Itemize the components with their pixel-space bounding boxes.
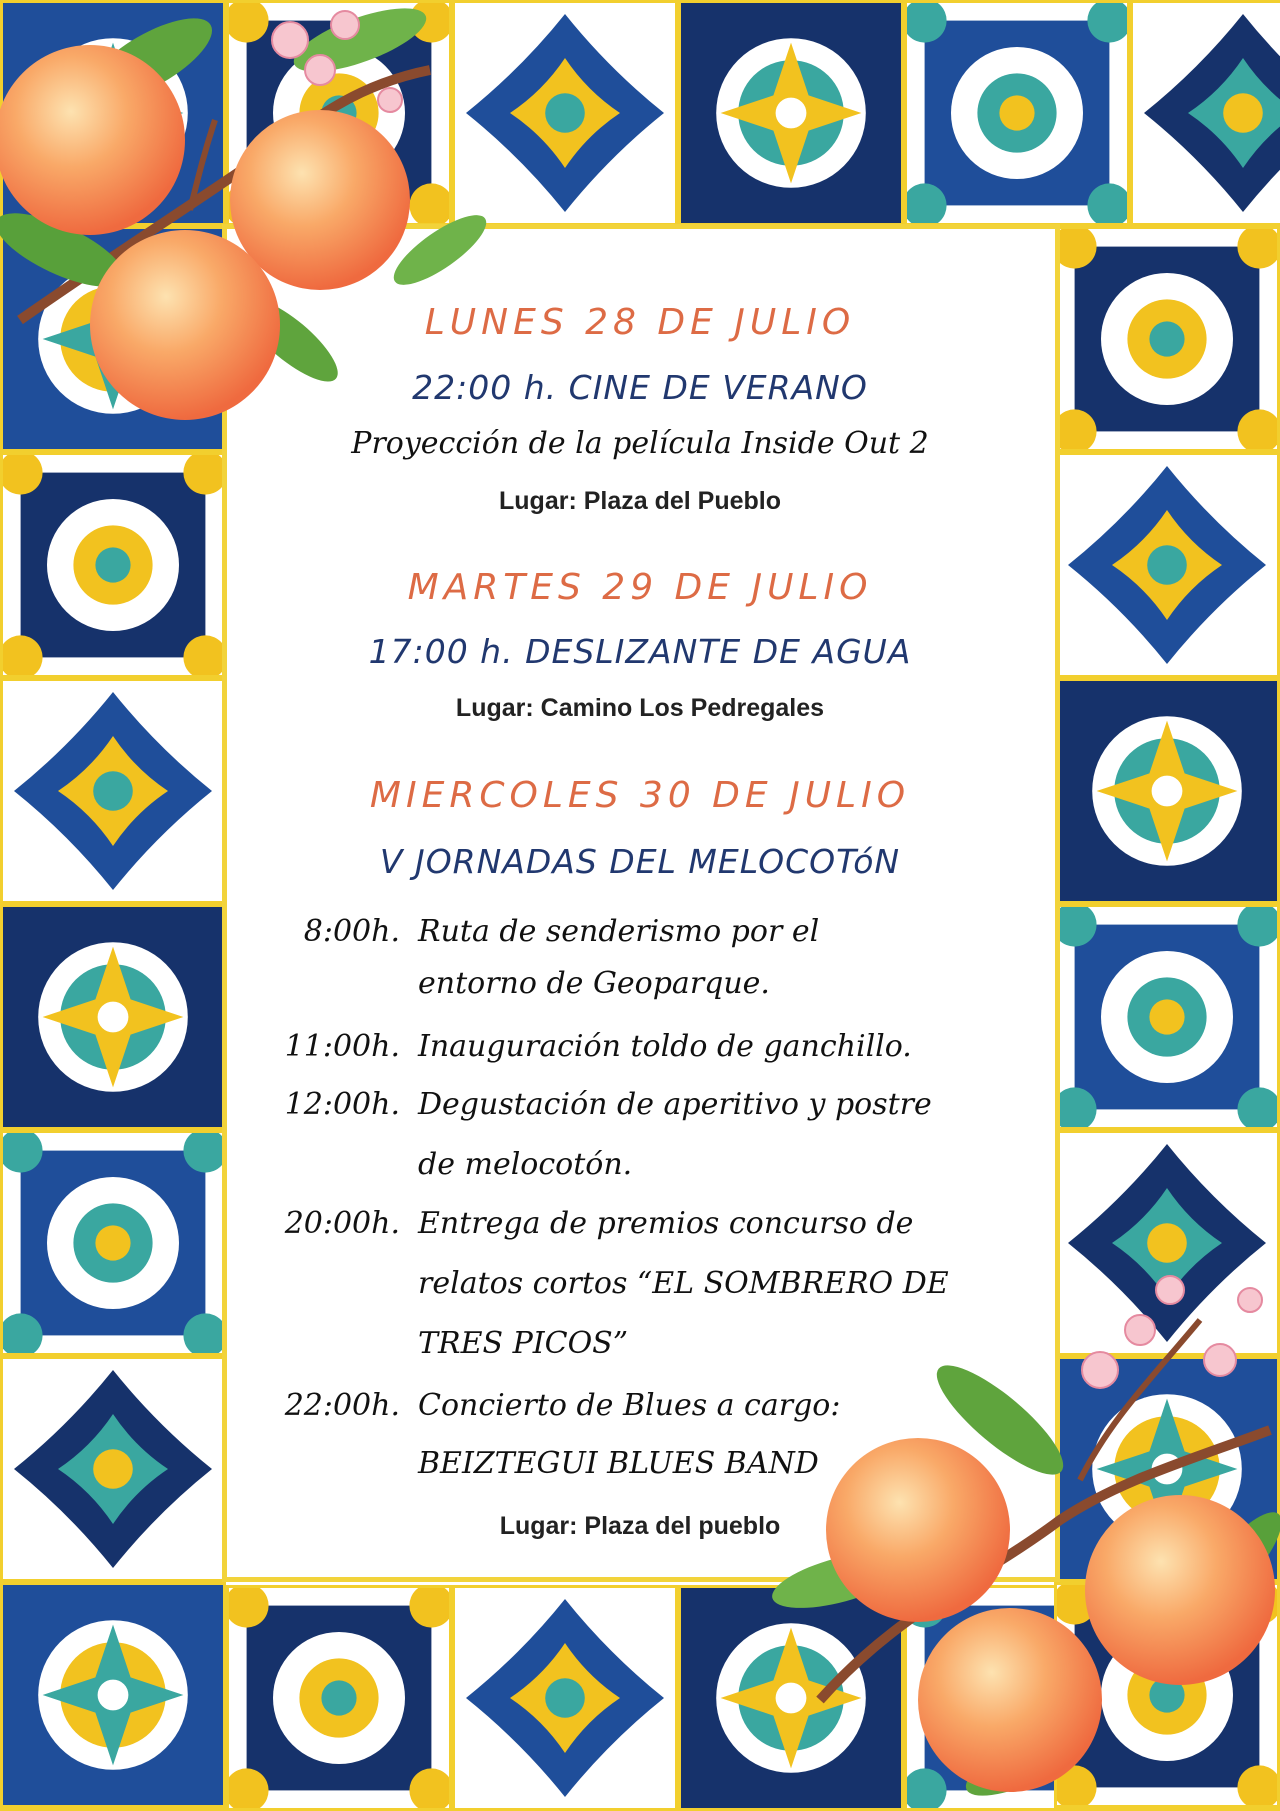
monday-place: Lugar: Plaza del Pueblo [499,487,781,515]
ceramic-tile [904,0,1130,226]
ceramic-tile [0,1356,226,1582]
ceramic-tile [1130,0,1280,226]
schedule-time: 12:00h. [284,1087,400,1122]
ceramic-tile [452,0,678,226]
tuesday-place: Lugar: Camino Los Pedregales [455,694,825,722]
schedule-text: TRES PICOS” [418,1326,629,1361]
schedule-time: 22:00h. [284,1388,400,1423]
ceramic-tile [0,1130,226,1356]
ceramic-tile [1054,1582,1280,1808]
ceramic-tile [1054,904,1280,1130]
ceramic-tile [0,0,226,226]
schedule-text: Entrega de premios concurso de [418,1206,914,1241]
schedule-text: Concierto de Blues a cargo: [418,1388,841,1423]
wednesday-event: V JORNADAS DEL MELOCOTóN [379,842,901,881]
wednesday-day-heading: MIERCOLES 30 DE JULIO [369,775,911,816]
ceramic-tile [0,904,226,1130]
schedule-time: 8:00h. [303,914,400,949]
schedule-text: Ruta de senderismo por el [418,914,820,949]
ceramic-tile [0,1582,226,1808]
ceramic-tile [1054,1130,1280,1356]
monday-day-heading: LUNES 28 DE JULIO [424,302,856,343]
ceramic-tile [1054,1356,1280,1582]
tuesday-day-heading: MARTES 29 DE JULIO [407,567,873,608]
monday-description: Proyección de la película Inside Out 2 [351,426,929,461]
ceramic-tile [678,0,904,226]
schedule-time: 11:00h. [284,1029,400,1064]
monday-event: 22:00 h. CINE DE VERANO [412,368,868,407]
ceramic-tile [226,0,452,226]
schedule-text: BEIZTEGUI BLUES BAND [418,1446,819,1481]
wednesday-place: Lugar: Plaza del pueblo [499,1512,781,1540]
schedule-text: relatos cortos “EL SOMBRERO DE [418,1266,949,1301]
schedule-text: de melocotón. [418,1147,633,1182]
ceramic-tile [452,1585,678,1811]
ceramic-tile [678,1585,904,1811]
schedule-text: entorno de Geoparque. [418,966,770,1001]
schedule-text: Inauguración toldo de ganchillo. [418,1029,912,1064]
schedule-time: 20:00h. [284,1206,400,1241]
schedule-text: Degustación de aperitivo y postre [418,1087,932,1122]
ceramic-tile [226,1585,452,1811]
tuesday-event: 17:00 h. DESLIZANTE DE AGUA [368,632,912,671]
